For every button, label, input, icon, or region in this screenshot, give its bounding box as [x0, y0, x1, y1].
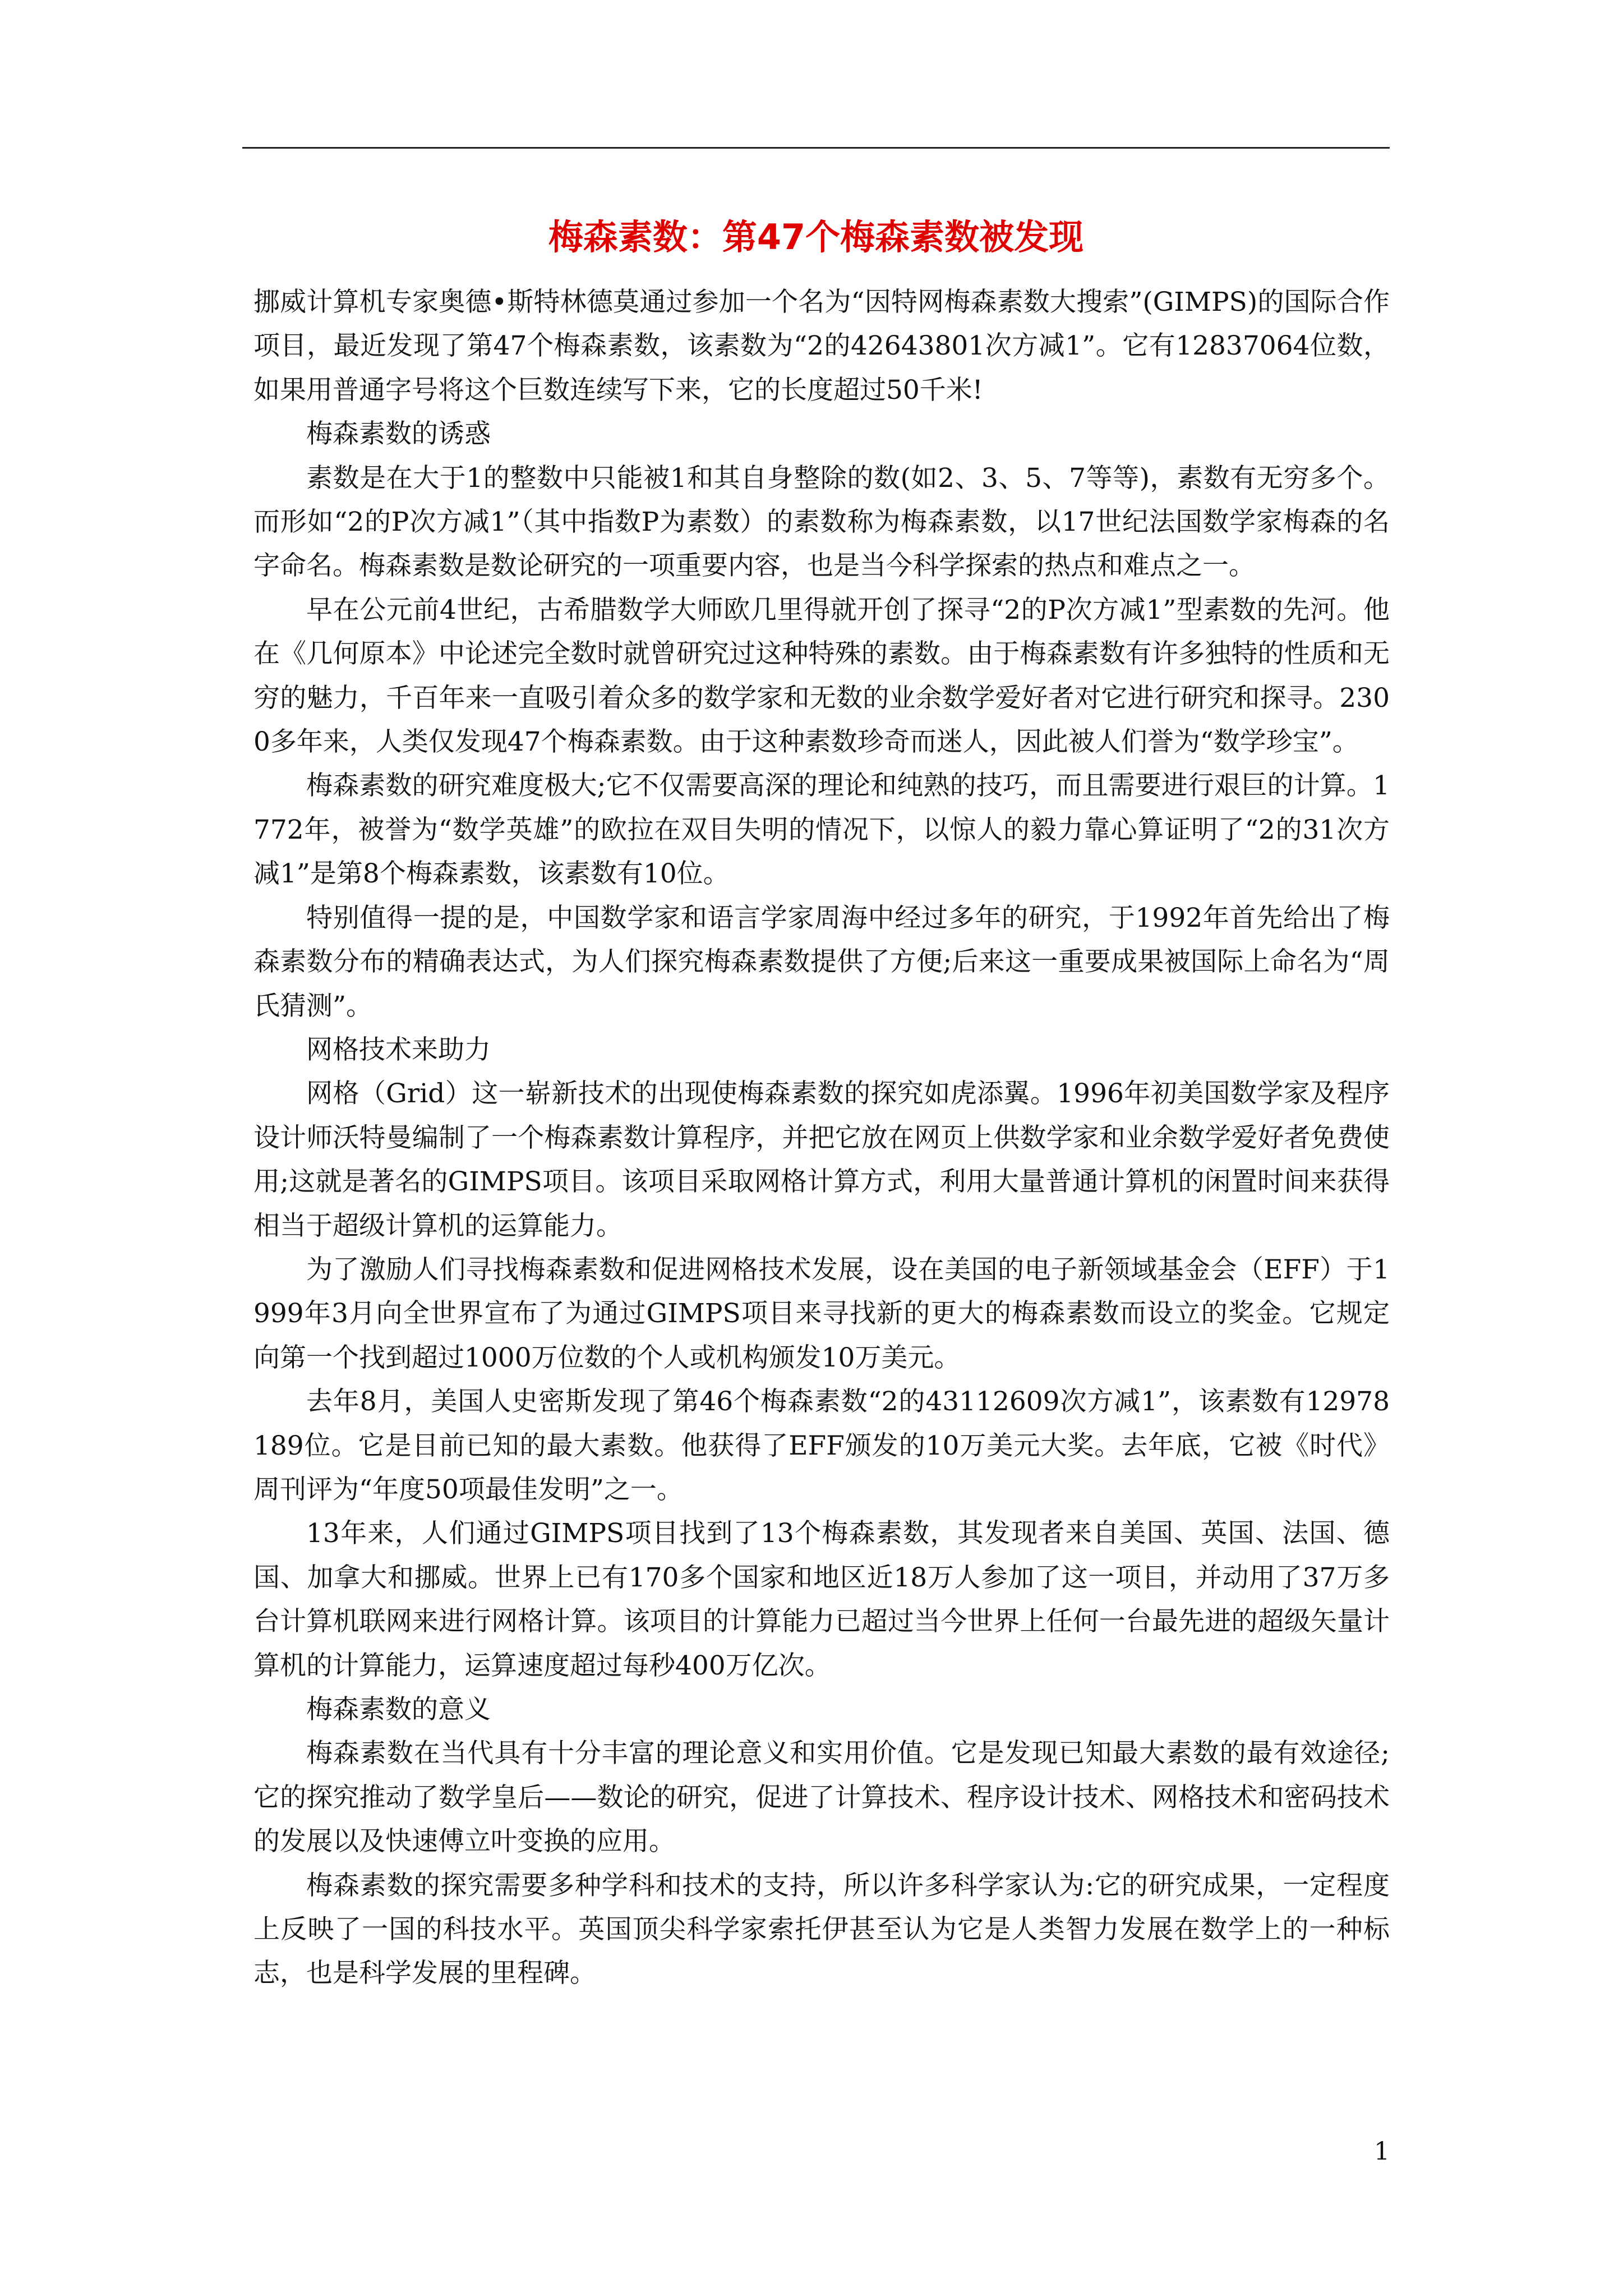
section-heading-significance: 梅森素数的意义 [306, 1694, 491, 1725]
body-paragraph: 早在公元前4世纪，古希腊数学大师欧几里得就开创了探寻“2的P次方减1”型素数的先河。他在《几何原本》中论述完全数时就曾研究过这种特殊的素数。由于梅森素数有许多独特的性质和无穷的魅力，千百年来一直吸引着众多的数学家和无数的业余数学爱好者对它进行研究和探寻。2300多年来，人类仅发现47个梅森素数。由于这种素数珍奇而迷人，因此被人们誉为“数学珍宝”。 [253, 594, 1390, 758]
body-paragraph: 网格（Grid）这一崭新技术的出现使梅森素数的探究如虎添翼。1996年初美国数学家及程序设计师沃特曼编制了一个梅森素数计算程序，并把它放在网页上供数学家和业余数学爱好者免费使用;这就是著名的GIMPS项目。该项目采取网格计算方式，利用大量普通计算机的闲置时间来获得相当于超级计算机的运算能力。 [253, 1078, 1390, 1241]
body-paragraph: 梅森素数的探究需要多种学科和技术的支持，所以许多科学家认为:它的研究成果，一定程度上反映了一国的科技水平。英国顶尖科学家索托伊甚至认为它是人类智力发展在数学上的一种标志，也是科学发展的里程碑。 [253, 1870, 1390, 1989]
body-paragraph: 去年8月，美国人史密斯发现了第46个梅森素数“2的43112609次方减1”，该素数有12978189位。它是目前已知的最大素数。他获得了EFF颁发的10万美元大奖。去年底，它被《时代》周刊评为“年度50项最佳发明”之一。 [253, 1386, 1390, 1505]
intro-paragraph: 挪威计算机专家奥德•斯特林德莫通过参加一个名为“因特网梅森素数大搜索”(GIMPS)的国际合作项目，最近发现了第47个梅森素数，该素数为“2的42643801次方减1”。它有12837064位数，如果用普通字号将这个巨数连续写下来，它的长度超过50千米! [253, 287, 1390, 406]
body-paragraph: 梅森素数的研究难度极大;它不仅需要高深的理论和纯熟的技巧，而且需要进行艰巨的计算。1772年，被誉为“数学英雄”的欧拉在双目失明的情况下，以惊人的毅力靠心算证明了“2的31次方减1”是第8个梅森素数，该素数有10位。 [253, 770, 1390, 890]
section-heading-allure: 梅森素数的诱惑 [306, 418, 491, 450]
section-heading-grid: 网格技术来助力 [306, 1034, 491, 1065]
body-paragraph: 13年来，人们通过GIMPS项目找到了13个梅森素数，其发现者来自美国、英国、法国、德国、加拿大和挪威。世界上已有170多个国家和地区近18万人参加了这一项目，并动用了37万多台计算机联网来进行网格计算。该项目的计算能力已超过当今世界上任何一台最先进的超级矢量计算机的计算能力，运算速度超过每秒400万亿次。 [253, 1518, 1390, 1681]
article-body [253, 280, 1390, 1996]
page-title: 梅森素数：第47个梅森素数被发现 [548, 217, 1084, 257]
body-paragraph: 特别值得一提的是，中国数学家和语言学家周海中经过多年的研究，于1992年首先给出了梅森素数分布的精确表达式，为人们探究梅森素数提供了方便;后来这一重要成果被国际上命名为“周氏猜测”。 [253, 902, 1390, 1022]
body-paragraph: 素数是在大于1的整数中只能被1和其自身整除的数(如2、3、5、7等等)，素数有无穷多个。而形如“2的P次方减1”（其中指数P为素数）的素数称为梅森素数，以17世纪法国数学家梅森的名字命名。梅森素数是数论研究的一项重要内容，也是当今科学探索的热点和难点之一。 [253, 462, 1390, 582]
page-number: 1 [1374, 2137, 1390, 2166]
header-rule [242, 147, 1390, 149]
body-paragraph: 为了激励人们寻找梅森素数和促进网格技术发展，设在美国的电子新领域基金会（EFF）于1999年3月向全世界宣布了为通过GIMPS项目来寻找新的更大的梅森素数而设立的奖金。它规定向第一个找到超过1000万位数的个人或机构颁发10万美元。 [253, 1254, 1390, 1373]
body-paragraph: 梅森素数在当代具有十分丰富的理论意义和实用价值。它是发现已知最大素数的最有效途径;它的探究推动了数学皇后——数论的研究，促进了计算技术、程序设计技术、网格技术和密码技术的发展以及快速傅立叶变换的应用。 [253, 1738, 1390, 1857]
